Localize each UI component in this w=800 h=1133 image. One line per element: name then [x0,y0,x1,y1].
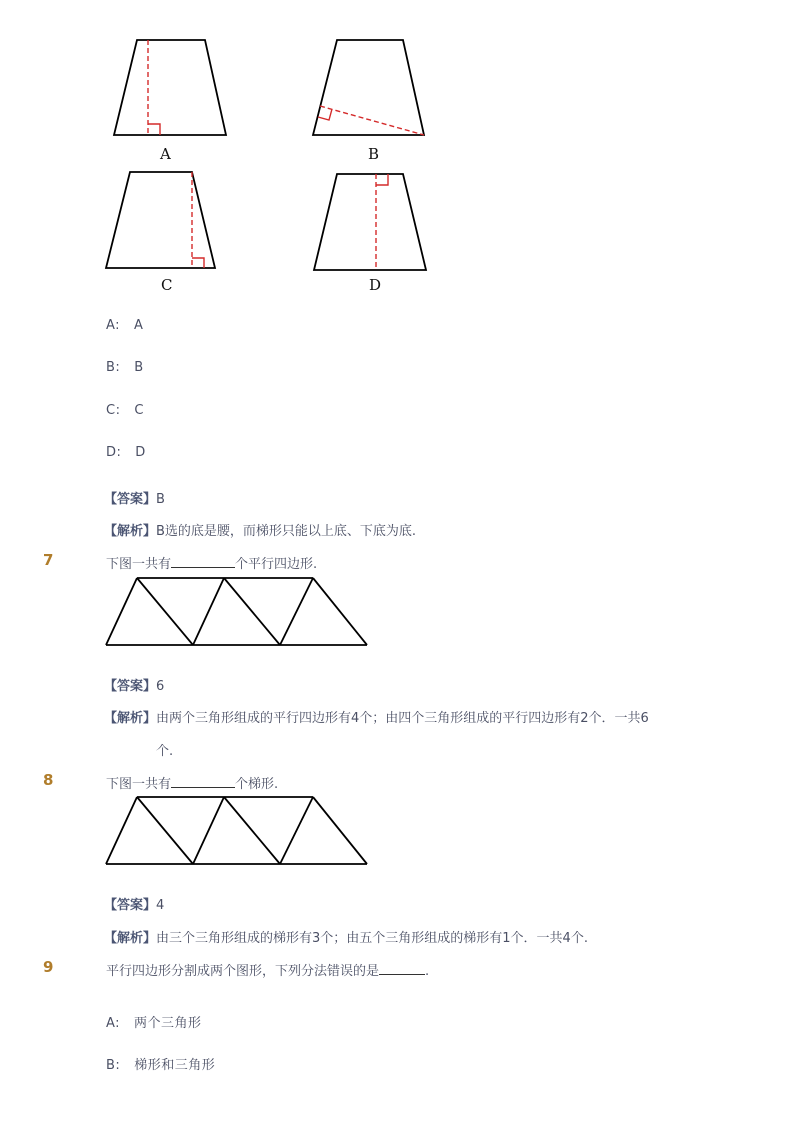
answer-tag: 【答案】 [104,492,157,507]
q7-analysis-continuation: 个. [156,744,174,759]
stem-suffix: 个梯形. [235,777,279,792]
option-key: D: [106,445,122,460]
analysis-tag: 【解析】 [104,711,157,726]
question-9-stem [106,960,429,979]
analysis-text: 由两个三角形组成的平行四边形有4个；由四个三角形组成的平行四边形有2个．一共6 [156,711,649,726]
stem-suffix: 个平行四边形. [235,557,318,572]
stem-prefix: 下图一共有 [106,777,172,792]
q9-option-a[interactable] [106,1012,201,1031]
answer-tag: 【答案】 [104,898,157,913]
option-key: B: [106,1058,121,1073]
figure-label-c: C [161,276,173,294]
stem-prefix: 下图一共有 [106,557,172,572]
figure-label-b: B [368,145,380,163]
option-value: B [134,360,144,375]
answer-tag: 【答案】 [104,679,157,694]
q9-option-b[interactable] [106,1054,215,1073]
analysis-tag: 【解析】 [104,931,157,946]
answer-value: 6 [156,679,165,694]
figure-label-a: A [160,145,171,163]
analysis-text: 由三个三角形组成的梯形有3个；由五个三角形组成的梯形有1个．一共4个. [156,931,588,946]
option-key: C: [106,403,121,418]
analysis-text: B选的底是腰，而梯形只能以上底、下底为底. [156,524,417,539]
option-value: 梯形和三角形 [134,1058,216,1073]
option-value: 两个三角形 [133,1016,202,1031]
option-key: A: [106,318,121,333]
option-value: C [134,403,144,418]
option-value: D [135,445,146,460]
option-value: A [133,318,144,333]
q8-answer-line [104,894,164,913]
q8-analysis-line [104,927,588,946]
question-number-7: 7 [43,551,54,569]
stem-end: . [425,964,430,979]
option-key: A: [106,1016,121,1031]
stem-text: 平行四边形分割成两个图形，下列分法错误的是 [106,964,380,979]
analysis-tag: 【解析】 [104,524,157,539]
answer-value: 4 [156,898,165,913]
option-key: B: [106,360,121,375]
question-number-8: 8 [43,771,54,789]
figure-label-d: D [369,276,382,294]
question-number-9: 9 [43,958,54,976]
answer-blank[interactable] [379,963,425,975]
answer-value: B [156,492,165,507]
